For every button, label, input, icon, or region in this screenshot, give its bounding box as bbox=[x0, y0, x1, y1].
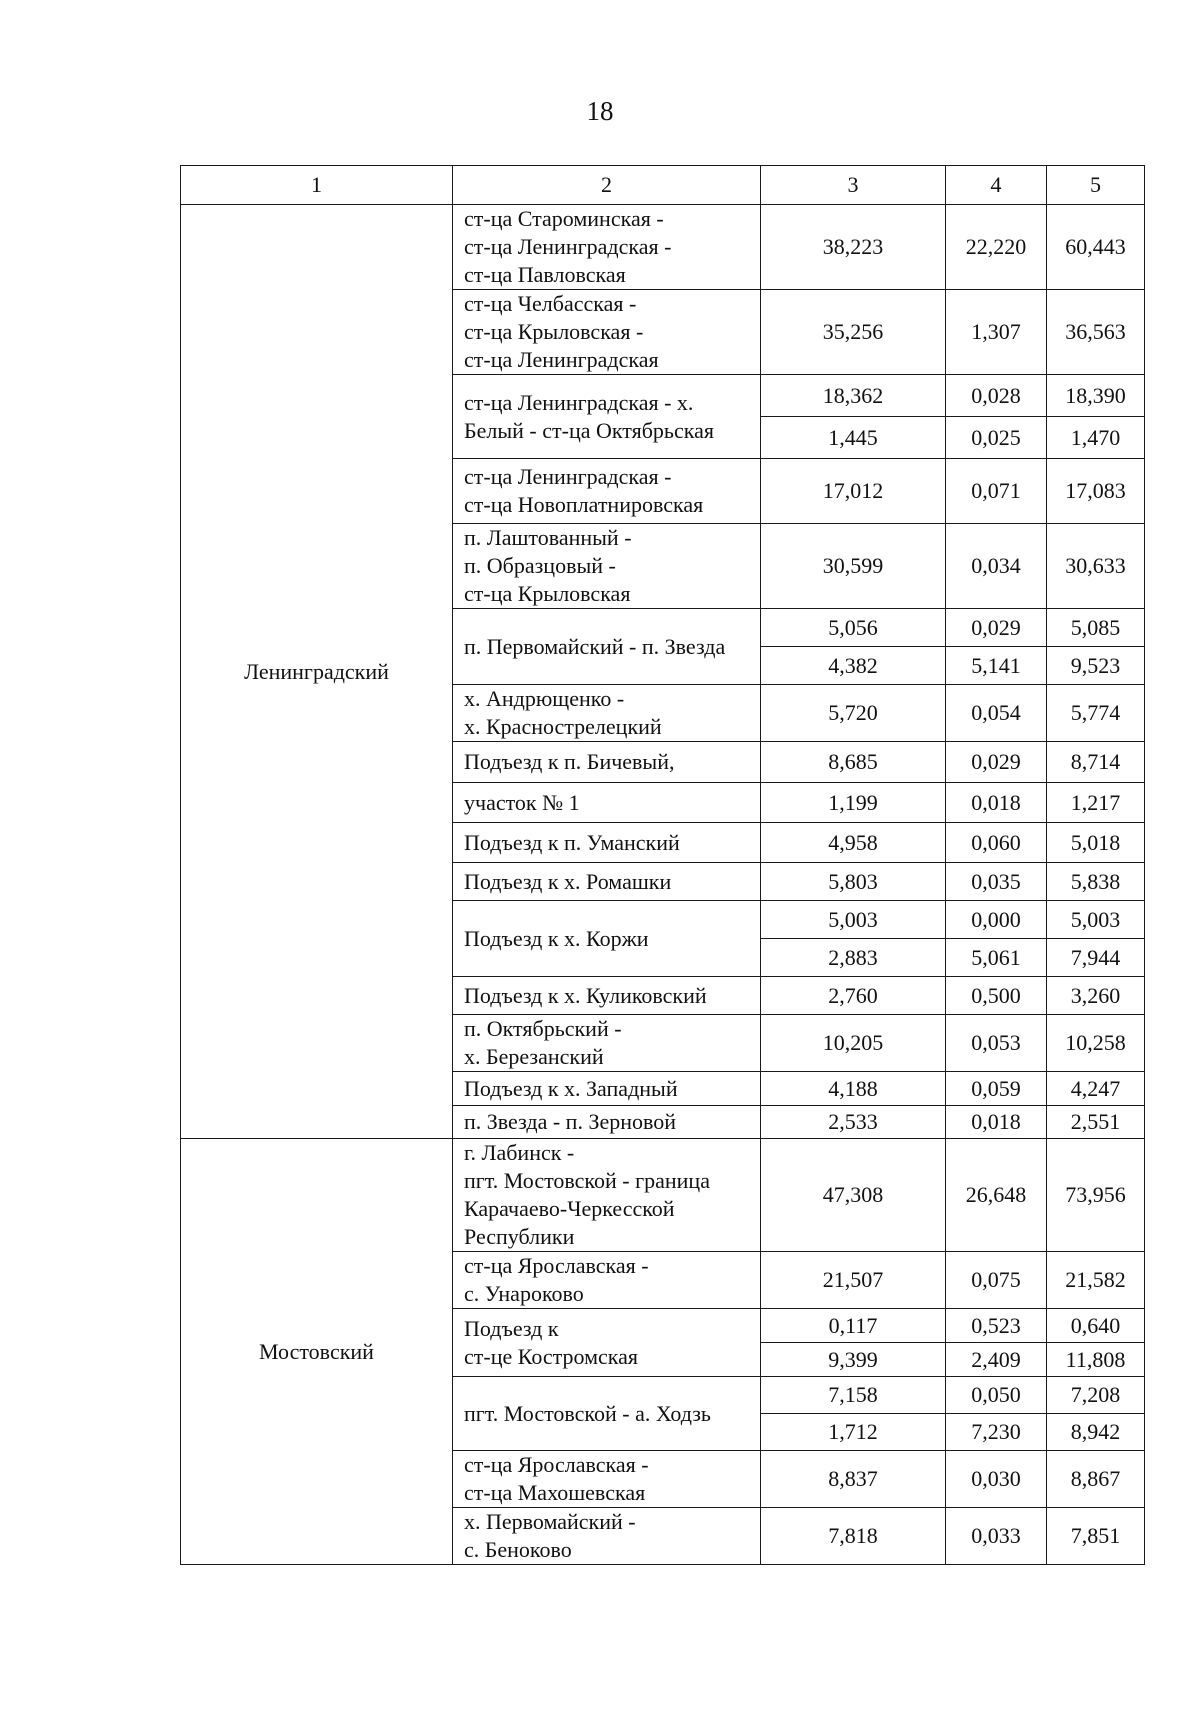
value-cell-col3: 4,382 bbox=[761, 647, 946, 685]
value-cell-col3: 10,205 bbox=[761, 1015, 946, 1072]
value-cell-col4: 22,220 bbox=[946, 205, 1047, 290]
route-name-cell: Подъезд к х. Западный bbox=[453, 1072, 761, 1106]
value-cell-col4: 26,648 bbox=[946, 1139, 1047, 1252]
value-cell-col4: 1,307 bbox=[946, 290, 1047, 375]
route-name-cell: ст-ца Ленинградская - х. Белый - ст-ца Октябрьская bbox=[453, 375, 761, 459]
route-name-cell: ст-ца Ленинградская - ст-ца Новоплатнировская bbox=[453, 459, 761, 524]
value-cell-col5: 60,443 bbox=[1047, 205, 1145, 290]
route-name-cell: х. Андрющенко - х. Краснострелецкий bbox=[453, 685, 761, 742]
value-cell-col5: 18,390 bbox=[1047, 375, 1145, 417]
value-cell-col5: 30,633 bbox=[1047, 524, 1145, 609]
value-cell-col4: 0,075 bbox=[946, 1252, 1047, 1309]
value-cell-col3: 9,399 bbox=[761, 1343, 946, 1377]
table-row bbox=[181, 205, 1145, 290]
value-cell-col3: 18,362 bbox=[761, 375, 946, 417]
value-cell-col4: 0,018 bbox=[946, 1106, 1047, 1139]
route-name-cell: пгт. Мостовской - а. Ходзь bbox=[453, 1377, 761, 1451]
value-cell-col3: 5,803 bbox=[761, 863, 946, 901]
header-cell-1: 1 bbox=[181, 166, 453, 205]
route-name-cell: п. Звезда - п. Зерновой bbox=[453, 1106, 761, 1139]
value-cell-col4: 0,060 bbox=[946, 823, 1047, 863]
header-cell-3: 3 bbox=[761, 166, 946, 205]
route-name-cell: участок № 1 bbox=[453, 783, 761, 823]
route-name-cell: ст-ца Челбасская - ст-ца Крыловская - ст-ца Ленинградская bbox=[453, 290, 761, 375]
value-cell-col5: 1,217 bbox=[1047, 783, 1145, 823]
header-cell-2: 2 bbox=[453, 166, 761, 205]
value-cell-col4: 0,033 bbox=[946, 1508, 1047, 1565]
route-name-cell: п. Первомайский - п. Звезда bbox=[453, 609, 761, 685]
value-cell-col5: 21,582 bbox=[1047, 1252, 1145, 1309]
route-name-cell: ст-ца Ярославская - ст-ца Махошевская bbox=[453, 1451, 761, 1508]
value-cell-col5: 36,563 bbox=[1047, 290, 1145, 375]
value-cell-col3: 2,883 bbox=[761, 939, 946, 977]
value-cell-col5: 5,003 bbox=[1047, 901, 1145, 939]
header-cell-5: 5 bbox=[1047, 166, 1145, 205]
page-number: 18 bbox=[586, 96, 614, 126]
value-cell-col4: 5,141 bbox=[946, 647, 1047, 685]
route-name-cell: Подъезд к х. Куликовский bbox=[453, 977, 761, 1015]
value-cell-col5: 4,247 bbox=[1047, 1072, 1145, 1106]
value-cell-col3: 21,507 bbox=[761, 1252, 946, 1309]
route-name-cell: х. Первомайский - с. Беноково bbox=[453, 1508, 761, 1565]
value-cell-col3: 7,818 bbox=[761, 1508, 946, 1565]
value-cell-col4: 0,523 bbox=[946, 1309, 1047, 1343]
value-cell-col4: 0,071 bbox=[946, 459, 1047, 524]
value-cell-col4: 0,000 bbox=[946, 901, 1047, 939]
value-cell-col5: 5,018 bbox=[1047, 823, 1145, 863]
value-cell-col3: 30,599 bbox=[761, 524, 946, 609]
value-cell-col3: 1,199 bbox=[761, 783, 946, 823]
road-table bbox=[180, 165, 1145, 1565]
value-cell-col4: 0,029 bbox=[946, 609, 1047, 647]
value-cell-col5: 8,714 bbox=[1047, 742, 1145, 783]
value-cell-col3: 2,533 bbox=[761, 1106, 946, 1139]
value-cell-col5: 10,258 bbox=[1047, 1015, 1145, 1072]
value-cell-col4: 0,034 bbox=[946, 524, 1047, 609]
value-cell-col4: 0,500 bbox=[946, 977, 1047, 1015]
value-cell-col5: 5,774 bbox=[1047, 685, 1145, 742]
header-row bbox=[181, 166, 1145, 205]
value-cell-col5: 2,551 bbox=[1047, 1106, 1145, 1139]
value-cell-col3: 0,117 bbox=[761, 1309, 946, 1343]
value-cell-col4: 0,025 bbox=[946, 417, 1047, 459]
route-name-cell: Подъезд к х. Ромашки bbox=[453, 863, 761, 901]
value-cell-col3: 4,188 bbox=[761, 1072, 946, 1106]
value-cell-col4: 0,035 bbox=[946, 863, 1047, 901]
value-cell-col3: 17,012 bbox=[761, 459, 946, 524]
value-cell-col5: 8,867 bbox=[1047, 1451, 1145, 1508]
value-cell-col3: 35,256 bbox=[761, 290, 946, 375]
value-cell-col4: 0,059 bbox=[946, 1072, 1047, 1106]
value-cell-col4: 0,030 bbox=[946, 1451, 1047, 1508]
value-cell-col3: 5,720 bbox=[761, 685, 946, 742]
value-cell-col4: 0,018 bbox=[946, 783, 1047, 823]
route-name-cell: г. Лабинск - пгт. Мостовской - граница Карачаево-Черкесской Республики bbox=[453, 1139, 761, 1252]
route-name-cell: ст-ца Староминская - ст-ца Ленинградская - ст-ца Павловская bbox=[453, 205, 761, 290]
district-cell: Ленинградский bbox=[181, 205, 453, 1139]
value-cell-col5: 3,260 bbox=[1047, 977, 1145, 1015]
value-cell-col3: 8,685 bbox=[761, 742, 946, 783]
value-cell-col5: 7,944 bbox=[1047, 939, 1145, 977]
value-cell-col5: 7,851 bbox=[1047, 1508, 1145, 1565]
value-cell-col5: 17,083 bbox=[1047, 459, 1145, 524]
value-cell-col4: 2,409 bbox=[946, 1343, 1047, 1377]
route-name-cell: п. Октябрьский - х. Березанский bbox=[453, 1015, 761, 1072]
route-name-cell: Подъезд к п. Бичевый, bbox=[453, 742, 761, 783]
value-cell-col5: 5,085 bbox=[1047, 609, 1145, 647]
header-cell-4: 4 bbox=[946, 166, 1047, 205]
value-cell-col5: 11,808 bbox=[1047, 1343, 1145, 1377]
value-cell-col3: 4,958 bbox=[761, 823, 946, 863]
value-cell-col5: 1,470 bbox=[1047, 417, 1145, 459]
value-cell-col5: 0,640 bbox=[1047, 1309, 1145, 1343]
value-cell-col4: 0,053 bbox=[946, 1015, 1047, 1072]
value-cell-col3: 1,712 bbox=[761, 1414, 946, 1451]
value-cell-col3: 5,056 bbox=[761, 609, 946, 647]
value-cell-col3: 1,445 bbox=[761, 417, 946, 459]
table-row bbox=[181, 1139, 1145, 1252]
value-cell-col5: 8,942 bbox=[1047, 1414, 1145, 1451]
value-cell-col4: 7,230 bbox=[946, 1414, 1047, 1451]
value-cell-col4: 0,054 bbox=[946, 685, 1047, 742]
value-cell-col5: 9,523 bbox=[1047, 647, 1145, 685]
value-cell-col3: 8,837 bbox=[761, 1451, 946, 1508]
value-cell-col3: 5,003 bbox=[761, 901, 946, 939]
table-body bbox=[181, 205, 1145, 1565]
value-cell-col3: 2,760 bbox=[761, 977, 946, 1015]
route-name-cell: Подъезд к х. Коржи bbox=[453, 901, 761, 977]
route-name-cell: п. Лаштованный - п. Образцовый - ст-ца Крыловская bbox=[453, 524, 761, 609]
route-name-cell: Подъезд к ст-це Костромская bbox=[453, 1309, 761, 1377]
value-cell-col3: 47,308 bbox=[761, 1139, 946, 1252]
value-cell-col3: 7,158 bbox=[761, 1377, 946, 1414]
value-cell-col4: 0,028 bbox=[946, 375, 1047, 417]
value-cell-col5: 7,208 bbox=[1047, 1377, 1145, 1414]
value-cell-col4: 0,029 bbox=[946, 742, 1047, 783]
route-name-cell: ст-ца Ярославская - с. Унароково bbox=[453, 1252, 761, 1309]
value-cell-col5: 5,838 bbox=[1047, 863, 1145, 901]
value-cell-col4: 5,061 bbox=[946, 939, 1047, 977]
district-cell: Мостовский bbox=[181, 1139, 453, 1565]
value-cell-col3: 38,223 bbox=[761, 205, 946, 290]
value-cell-col4: 0,050 bbox=[946, 1377, 1047, 1414]
value-cell-col5: 73,956 bbox=[1047, 1139, 1145, 1252]
route-name-cell: Подъезд к п. Уманский bbox=[453, 823, 761, 863]
